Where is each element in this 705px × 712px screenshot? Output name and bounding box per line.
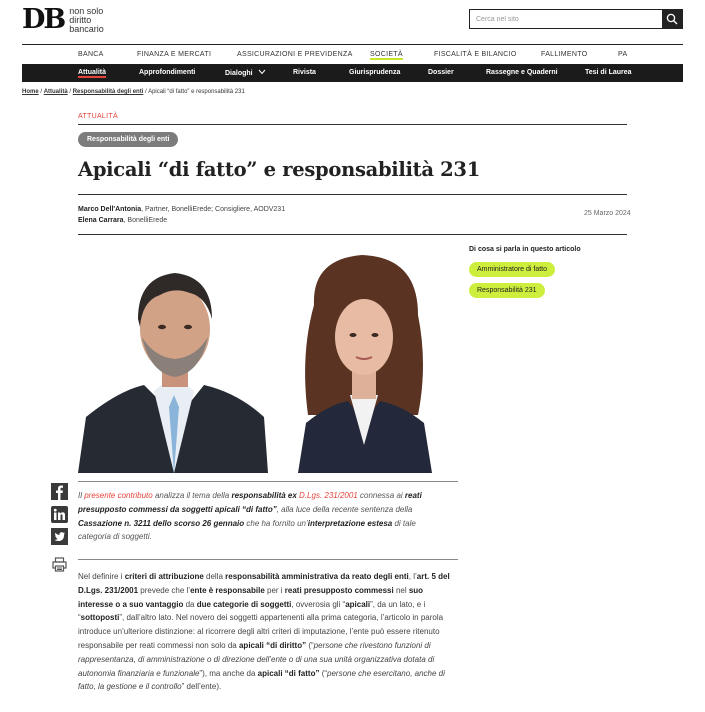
body-emphasis: due categorie di soggetti — [196, 599, 292, 609]
article-image — [78, 245, 458, 473]
author-photo-man — [78, 245, 268, 473]
lead-text: Il — [78, 491, 85, 500]
body-emphasis: sottoposti — [80, 613, 120, 623]
search-box — [469, 9, 683, 29]
breadcrumb-responsabilita[interactable]: Responsabilità degli enti — [72, 89, 144, 95]
author-name[interactable]: Elena Carrara — [78, 217, 124, 224]
divider — [78, 481, 458, 482]
logo-mark: DB — [22, 4, 65, 35]
body-text: ”, da un lato, e i “ — [78, 599, 426, 623]
body-emphasis: reati presupposto commessi — [284, 585, 394, 595]
main-nav-item-dialoghi[interactable] — [225, 69, 266, 77]
body-text: , l’ — [408, 572, 417, 581]
divider — [78, 559, 458, 560]
lead-text: analizza il tema della — [152, 491, 232, 500]
search-icon — [666, 13, 678, 25]
body-emphasis: criteri di attribuzione — [124, 572, 204, 581]
print-button[interactable] — [51, 556, 68, 573]
divider — [78, 194, 627, 195]
facebook-icon — [51, 483, 68, 500]
category-tag[interactable]: Responsabilità degli enti — [78, 132, 178, 147]
divider — [78, 234, 627, 235]
article-topics-title: Di cosa si parla in questo articolo — [469, 246, 581, 253]
body-text: Nel definire i — [78, 572, 125, 581]
linkedin-icon — [51, 506, 68, 523]
logo-tagline-line: diritto — [69, 14, 92, 25]
main-nav-item-giurisprudenza[interactable]: Giurisprudenza — [349, 69, 401, 76]
body-emphasis: apicali — [345, 599, 371, 609]
divider — [78, 124, 627, 125]
search-button[interactable] — [662, 10, 682, 28]
author-role: , BonelliErede — [123, 217, 168, 224]
section-label: ATTUALITÀ — [78, 113, 118, 120]
body-text: per i — [264, 585, 285, 595]
breadcrumb — [22, 89, 245, 95]
category-nav-item-banca[interactable]: BANCA — [78, 51, 104, 58]
category-nav-item-fallimento[interactable]: FALLIMENTO — [541, 51, 588, 58]
article-topics — [469, 246, 629, 298]
logo-tagline-line: non solo — [69, 5, 104, 16]
category-nav-item-fiscalita[interactable]: FISCALITÀ E BILANCIO — [434, 51, 517, 58]
category-nav-item-societa[interactable]: SOCIETÀ — [370, 51, 403, 58]
chevron-down-icon — [258, 69, 266, 75]
body-emphasis: apicali “di fatto” — [257, 668, 320, 678]
main-nav-item-approfondimenti[interactable]: Approfondimenti — [139, 69, 196, 76]
breadcrumb-home[interactable]: Home — [22, 89, 39, 95]
logo-tagline — [69, 7, 104, 34]
main-nav-item-dossier[interactable]: Dossier — [428, 69, 454, 76]
lead-link[interactable]: presente contributo — [84, 491, 153, 500]
breadcrumb-attualita[interactable]: Attualità — [43, 89, 68, 95]
lead-emphasis: interpretazione estesa — [307, 518, 393, 528]
lead-text: di tale categoria di soggetti. — [78, 518, 416, 542]
breadcrumb-separator: / — [143, 89, 149, 95]
article-body — [78, 570, 454, 694]
lead-law-link[interactable]: D.Lgs. 231/2001 — [299, 491, 358, 500]
body-text: ”, dall’altro lato. Nel novero dei soggetti appartenenti alla prima categoria, l’articolo in parola introduce un’ulteriore distinzione: al ricorrere degli altri criteri di imputazione, l’ente può essere ritenuto responsabile per reati commessi non solo da — [78, 613, 444, 650]
author-line — [78, 215, 285, 226]
main-nav-item-rivista[interactable]: Rivista — [293, 69, 316, 76]
body-text: , ovverosia gli “ — [291, 599, 346, 609]
logo-tagline-line: bancario — [69, 23, 104, 34]
breadcrumb-separator: / — [38, 89, 44, 95]
category-nav-item-pa[interactable]: PA — [618, 51, 628, 58]
page-title: Apicali “di fatto” e responsabilità 231 — [78, 158, 480, 181]
breadcrumb-separator: / — [67, 89, 73, 95]
body-emphasis: responsabilità amministrativa da reato degli enti — [225, 572, 409, 581]
body-text: ”), ma anche da — [199, 668, 258, 678]
author-list — [78, 204, 285, 226]
main-nav-item-label: Dialoghi — [225, 70, 253, 77]
body-emphasis: art. 5 del D.Lgs. 231/2001 — [78, 572, 450, 595]
author-name[interactable]: Marco Dell'Antonia — [78, 206, 142, 213]
lead-text: che ha fornito un’ — [244, 518, 308, 528]
share-linkedin-button[interactable] — [51, 506, 68, 523]
body-text: ” dell’ente). — [181, 682, 222, 692]
category-nav-item-finanza[interactable]: FINANZA E MERCATI — [137, 51, 212, 58]
lead-emphasis: reati presupposto commessi da soggetti apicali “di fatto” — [78, 491, 422, 514]
breadcrumb-current: Apicali “di fatto” e responsabilità 231 — [148, 89, 245, 95]
article-lead — [78, 489, 448, 544]
body-text: (“ — [319, 668, 328, 678]
body-text: (“ — [306, 640, 314, 650]
topic-tag-responsabilita-231[interactable]: Responsabilità 231 — [469, 283, 545, 298]
search-input[interactable] — [470, 10, 662, 28]
twitter-icon — [51, 528, 68, 545]
lead-emphasis: Cassazione n. 3211 dello scorso 26 gennaio — [78, 518, 245, 528]
lead-emphasis: responsabilità ex — [231, 491, 300, 500]
share-facebook-button[interactable] — [51, 483, 68, 500]
main-nav-item-tesi[interactable]: Tesi di Laurea — [585, 69, 632, 76]
body-text: nel — [393, 585, 409, 595]
body-emphasis: apicali “di diritto” — [238, 640, 307, 650]
body-emphasis: ente è responsabile — [190, 585, 265, 595]
body-emphasis: suo interesse o a suo vantaggio — [78, 585, 424, 609]
body-text: da — [183, 599, 197, 609]
print-icon — [51, 556, 68, 573]
lead-text: connessa ai — [357, 491, 405, 500]
share-twitter-button[interactable] — [51, 528, 68, 545]
site-logo[interactable] — [22, 6, 104, 34]
body-text: prevede che l’ — [138, 585, 191, 595]
lead-text: , alla luce della recente sentenza della — [276, 504, 413, 514]
author-photo-woman — [268, 245, 458, 473]
body-quote: persone che esercitano, anche di fatto, la gestione e il controllo — [78, 668, 445, 692]
site-header — [22, 6, 683, 36]
category-nav — [22, 44, 683, 64]
category-nav-item-assicurazioni[interactable]: ASSICURAZIONI E PREVIDENZA — [237, 51, 353, 58]
publish-date: 25 Marzo 2024 — [584, 210, 631, 217]
author-line — [78, 204, 285, 215]
body-quote: persone che rivestono funzioni di rappresentanza, di amministrazione o di direzione dell’ente o di una sua unità organizzativa dotata di autonomia finanziaria e funzionale — [78, 640, 435, 678]
main-nav-item-rassegne[interactable]: Rassegne e Quaderni — [486, 69, 558, 76]
main-nav-item-attualita[interactable]: Attualità — [78, 69, 106, 76]
main-nav — [22, 64, 683, 82]
author-role: , Partner, BonelliErede; Consigliere, AODV231 — [141, 206, 286, 213]
topic-tag-amministratore[interactable]: Amministratore di fatto — [469, 262, 555, 277]
body-text: della — [203, 572, 226, 581]
